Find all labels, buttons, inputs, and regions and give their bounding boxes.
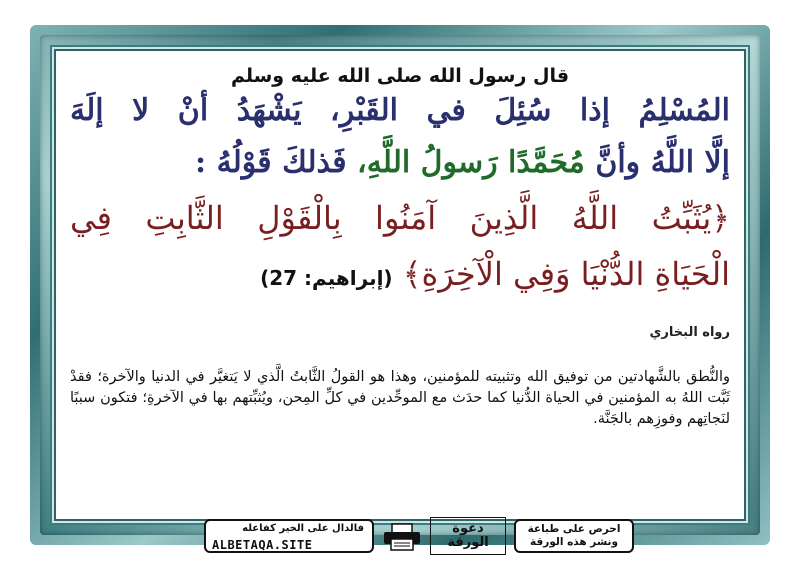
card-panel — [54, 49, 746, 552]
quran-verse-line-1: ﴿يُثَبِّتُ اللَّهُ الَّذِينَ آمَنُوا بِالْقَوْلِ الثَّابِتِ فِي — [70, 199, 730, 237]
cta-line-2: ونشر هذه الورقة — [530, 536, 618, 548]
header-title: قال رسول الله صلى الله عليه وسلم — [230, 65, 570, 87]
footer-bar — [56, 517, 744, 557]
hadith-line-2-start: إلَّا اللَّهُ وأنَّ — [584, 145, 730, 180]
site-badge[interactable] — [204, 519, 374, 553]
logo-text: دعوة الورقة — [447, 521, 489, 550]
dawah-logo — [430, 517, 506, 555]
decorative-frame — [30, 25, 770, 552]
quran-reference: (إبراهيم: 27) — [260, 266, 393, 290]
site-tagline: فالدال على الخير كفاعله — [242, 523, 364, 534]
explanation-paragraph: والنُّطق بالشَّهادتين من توفيق الله وتثبيته للمؤمنين، وهذا هو القولُ الثَّابتُ الَّذي لا يَتغيَّر في الدنيا والآخرة؛ فقدْ ثَبَّت اللهُ به المؤمنين في الحياة الدُّنيا كما حدَث مع الموحِّدين في كلِّ المِحن، ويُثبِّتهم بها في الآخرةِ؛ فتكون سببًا لنَجاتِهم وفوزِهم بالجَنَّة. — [70, 369, 730, 427]
cta-line-1: احرص على طباعة — [527, 523, 621, 535]
print-share-badge — [514, 519, 634, 553]
quran-verse-text: الْحَيَاةِ الدُّنْيَا وَفِي الْآخِرَةِ﴾ — [402, 255, 730, 293]
hadith-line-2 — [70, 145, 730, 180]
printer-icon — [382, 523, 422, 551]
narrator-label: رواه البخاري — [649, 325, 730, 340]
site-url[interactable]: ALBETAQA.SITE — [212, 538, 313, 552]
hadith-line-2-end: فَذلكَ قَوْلُهُ : — [195, 145, 358, 180]
quran-verse-line-2 — [70, 255, 730, 293]
hadith-line-1: المُسْلِمُ إذا سُئِلَ في القَبْرِ، يَشْهَدُ أنْ لا إلَهَ — [70, 93, 730, 128]
hadith-highlight: مُحَمَّدًا رَسولُ اللَّهِ، — [357, 145, 585, 180]
